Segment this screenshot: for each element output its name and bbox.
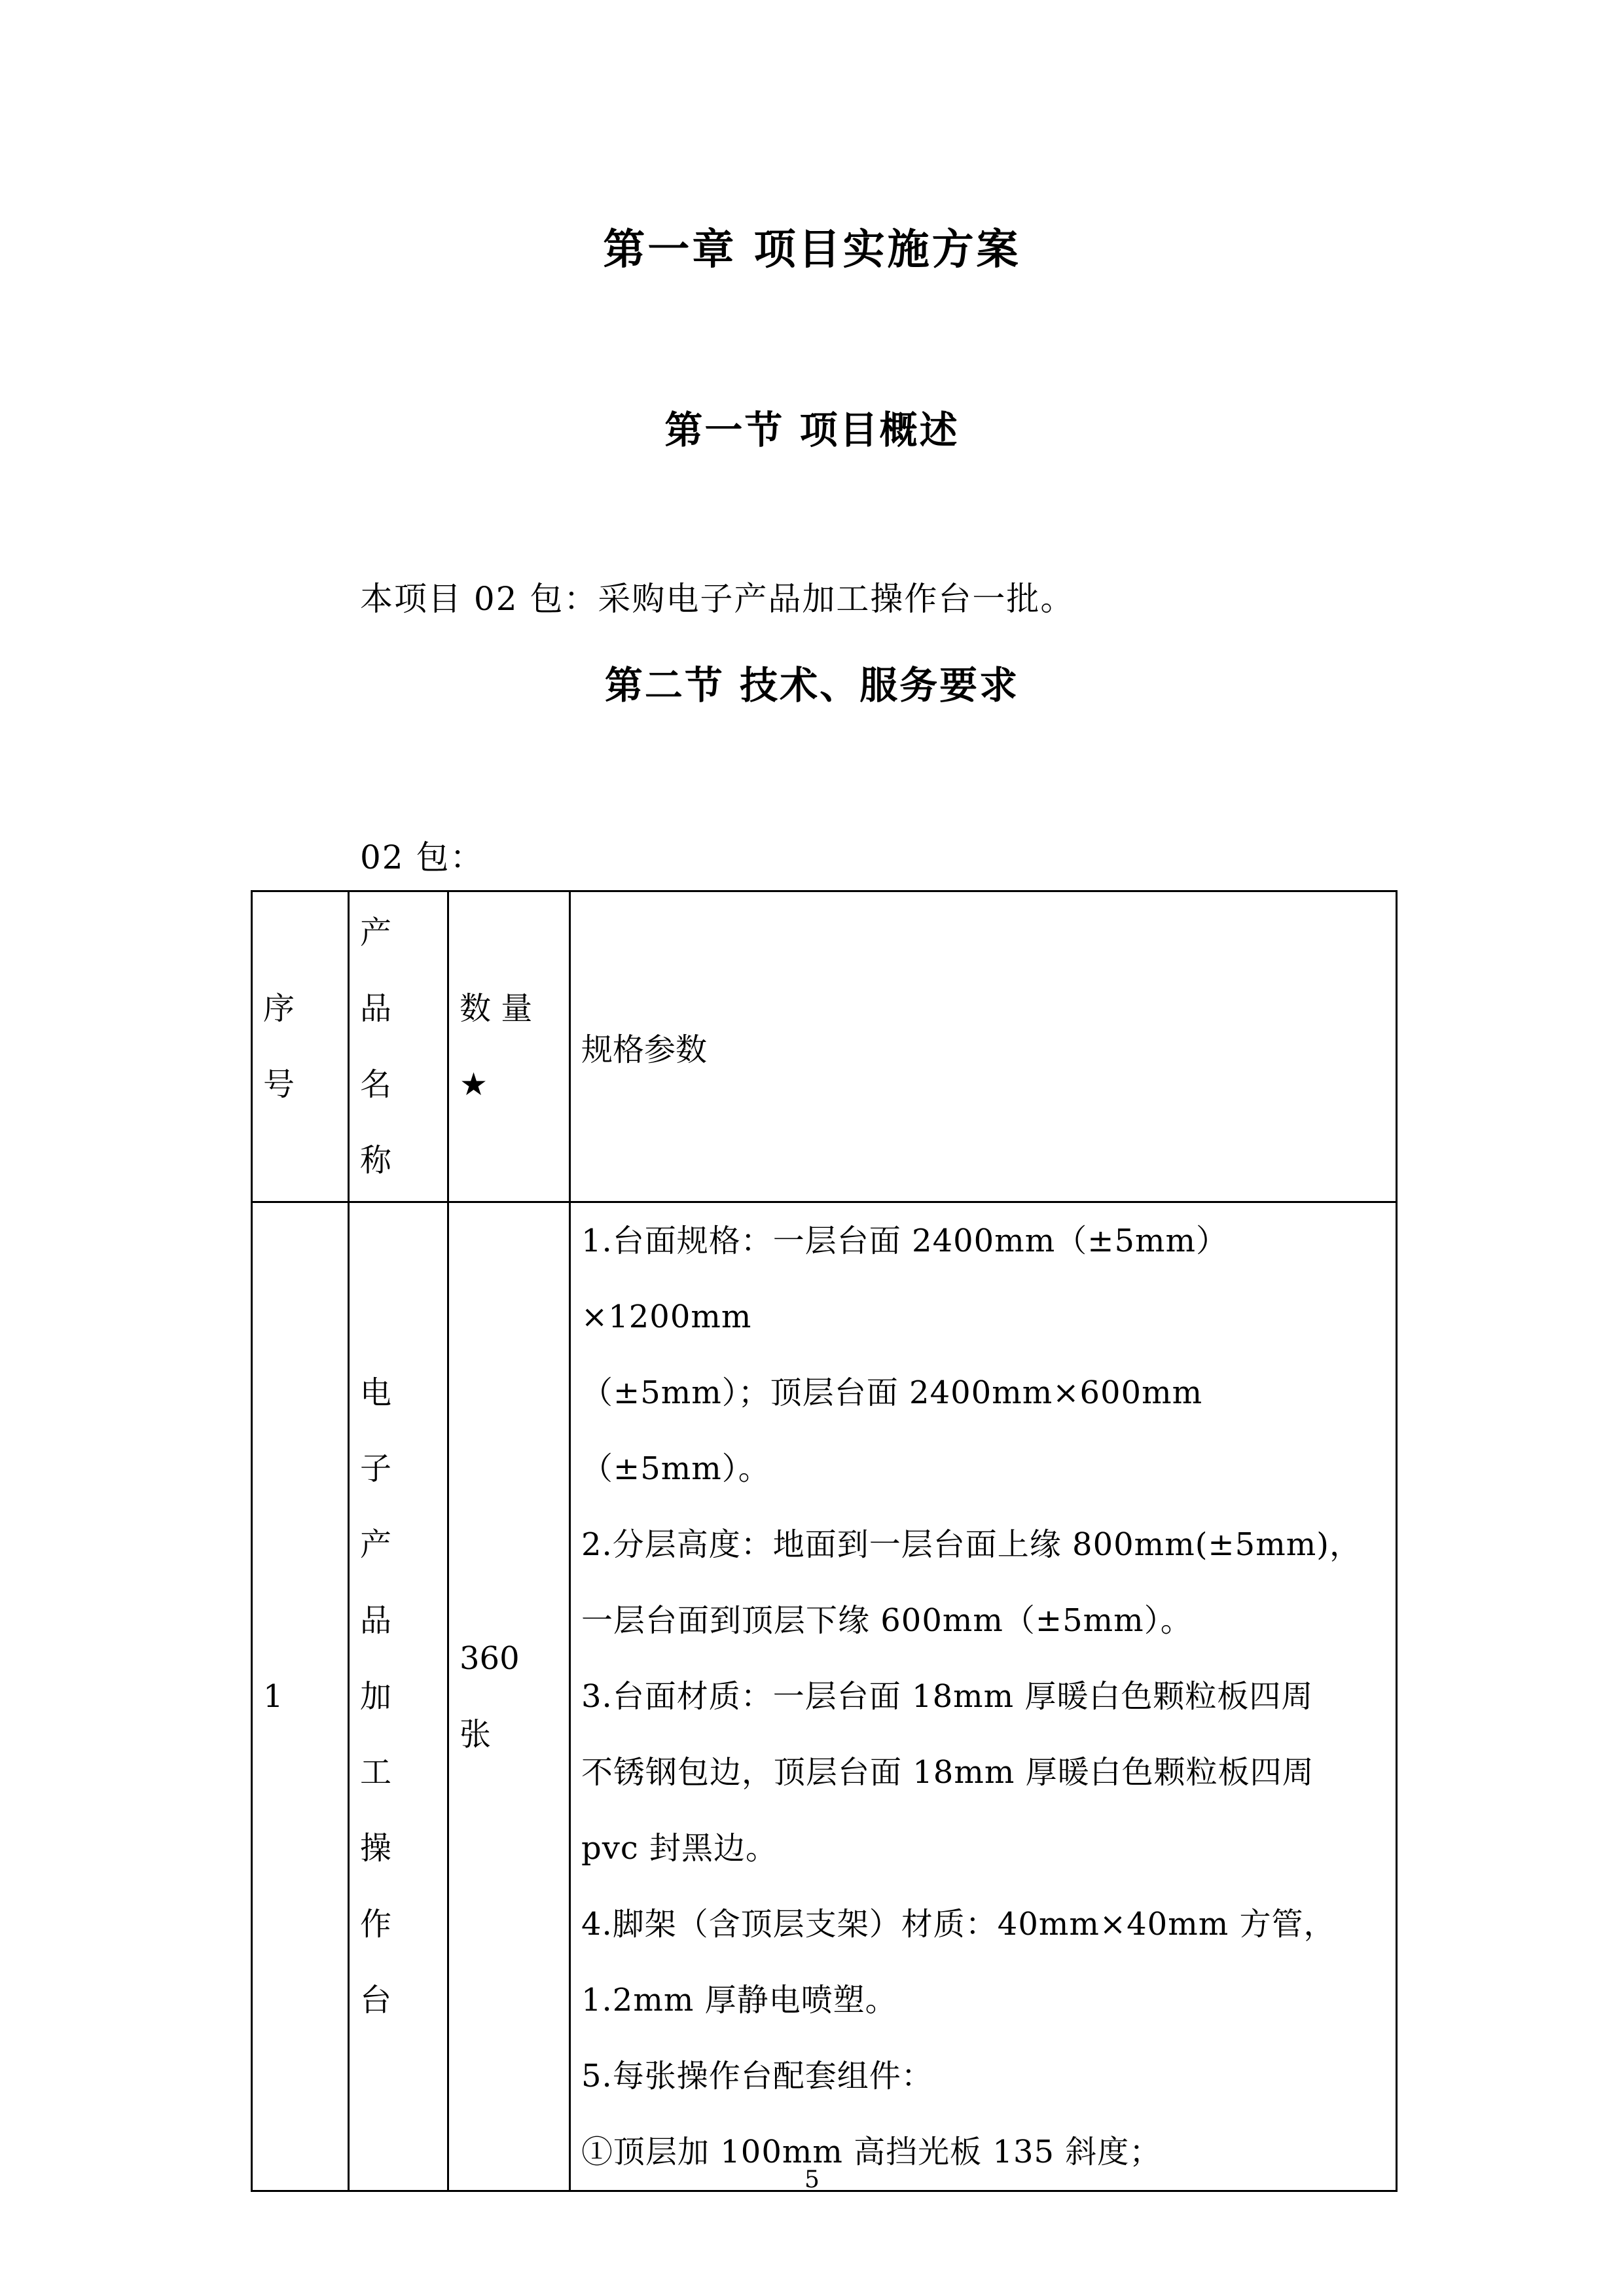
cell-specs [570, 1202, 1397, 2191]
spec-line: 不锈钢包边，顶层台面 18mm 厚暖白色颗粒板四周 [581, 1754, 1314, 1791]
header-qty-label: 数 量 [460, 990, 533, 1027]
package-label: 02 包： [360, 838, 484, 876]
table-row [252, 1202, 1397, 2191]
spec-line: （±5mm）；顶层台面 2400mm×600mm（±5mm）。 [581, 1374, 1203, 1487]
header-spec: 规格参数 [570, 891, 1397, 1202]
intro-paragraph: 本项目 02 包：采购电子产品加工操作台一批。 [360, 580, 1075, 618]
name-char: 产 [360, 1526, 392, 1563]
qty-value: 360 [460, 1640, 520, 1677]
section-title-overview: 第一节 项目概述 [664, 408, 960, 452]
header-no-char: 号 [263, 1066, 295, 1103]
cell-no: 1 [252, 1202, 349, 2191]
name-char: 加 [360, 1678, 392, 1715]
name-char: 子 [360, 1450, 392, 1487]
spec-line: 一层台面到顶层下缘 600mm（±5mm）。 [581, 1602, 1193, 1639]
name-char: 台 [360, 1982, 392, 2018]
cell-name [349, 1202, 448, 2191]
header-qty [448, 891, 570, 1202]
spec-table [251, 890, 1398, 2192]
name-char: 工 [360, 1754, 392, 1791]
name-char: 电 [360, 1374, 392, 1411]
qty-unit: 张 [460, 1716, 492, 1753]
header-name-char: 品 [360, 990, 392, 1027]
name-char: 作 [360, 1906, 392, 1943]
spec-line: 1.2mm 厚静电喷塑。 [581, 1982, 897, 2018]
table-header-row [252, 891, 1397, 1202]
header-no [252, 891, 349, 1202]
cell-qty [448, 1202, 570, 2191]
spec-line: pvc 封黑边。 [581, 1830, 778, 1867]
spec-line: 2.分层高度：地面到一层台面上缘 800mm(±5mm)， [581, 1526, 1362, 1563]
spec-line: 1.台面规格：一层台面 2400mm（±5mm）×1200mm [581, 1223, 1229, 1335]
spec-line: 3.台面材质：一层台面 18mm 厚暖白色颗粒板四周 [581, 1678, 1314, 1715]
header-name-char: 名 [360, 1066, 392, 1103]
header-name-char: 产 [360, 914, 392, 951]
name-char: 品 [360, 1602, 392, 1639]
header-no-char: 序 [263, 990, 295, 1027]
spec-line: 4.脚架（含顶层支架）材质：40mm×40mm 方管， [581, 1906, 1336, 1943]
header-qty-star: ★ [460, 1066, 488, 1103]
name-char: 操 [360, 1830, 392, 1867]
spec-line: 5.每张操作台配套组件： [581, 2058, 933, 2094]
spec-line: ①顶层加 100mm 高挡光板 135 斜度； [581, 2134, 1162, 2170]
header-name [349, 891, 448, 1202]
chapter-title: 第一章 项目实施方案 [603, 226, 1021, 274]
header-name-char: 称 [360, 1142, 392, 1179]
page-number: 5 [804, 2166, 820, 2193]
section-title-requirements: 第二节 技术、服务要求 [604, 663, 1020, 708]
